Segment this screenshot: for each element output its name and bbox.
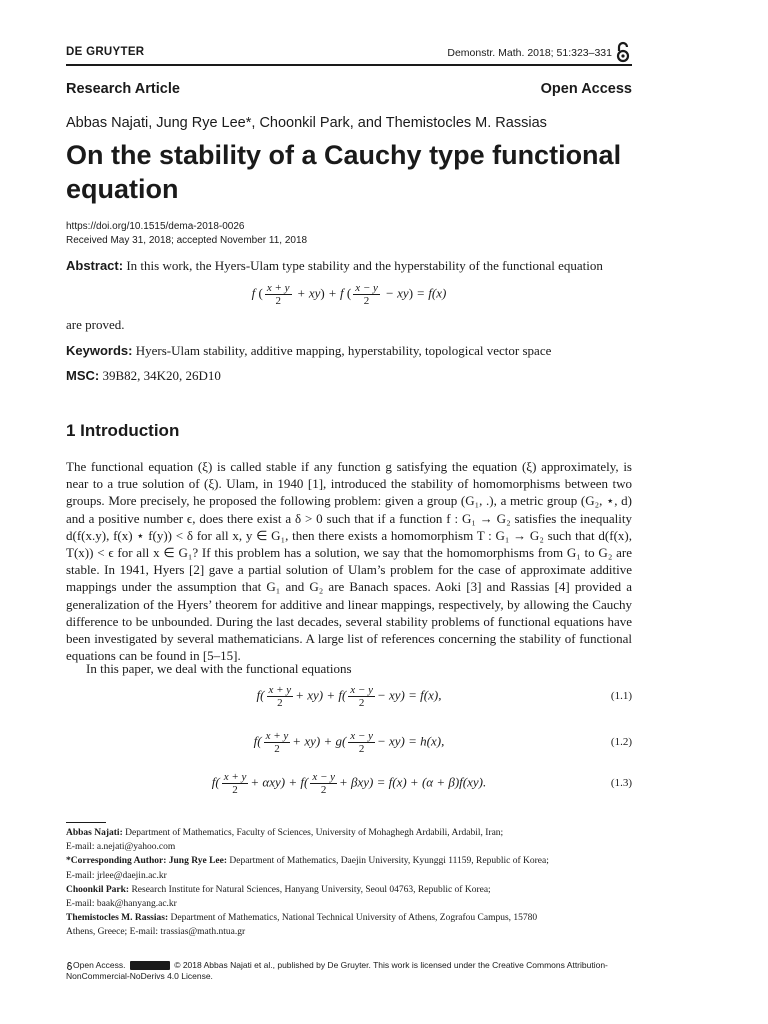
publisher-name: DE GRUYTER: [66, 46, 145, 58]
footnote-rule: [66, 822, 106, 823]
abstract-text: In this work, the Hyers-Ulam type stability and the hyperstability of the functional equation: [126, 258, 603, 273]
footnote-line: *Corresponding Author: Jung Rye Lee: Department of Mathematics, Daejin University, Kyunggi 11159, Republic of Korea;: [66, 856, 549, 867]
equation-1-1: f( $\frac{x + y}{2}$ + xy) + f( $\frac{x - y}{2}$ − xy) = f(x),: [256, 684, 442, 709]
equation-1-2: f( $\frac{x + y}{2}$ + xy) + g( $\frac{x - y}{2}$ − xy) = h(x),: [253, 730, 445, 755]
cc-license-badge-icon[interactable]: [130, 961, 170, 970]
authors: Abbas Najati, Jung Rye Lee*, Choonkil Park, and Themistocles M. Rassias: [66, 115, 547, 131]
paper-title: On the stability of a Cauchy type functional equation: [66, 140, 622, 204]
equation-number-1-3: (1.3): [610, 777, 632, 789]
footnote-line: Abbas Najati: Department of Mathematics, Faculty of Sciences, University of Mohaghegh Ardabili, Ardabil, Iran;: [66, 828, 504, 838]
section-heading: 1 Introduction: [66, 421, 180, 440]
footnote-line: E-mail: jrlee@daejin.ac.kr: [66, 870, 167, 881]
intro-paragraph: The functional equation (ξ) is called stable if any function g satisfying the equation (ξ) approximately, is near to a true solution of (ξ). Ulam, in 1940 [1], introduced the stability of homomorphisms between two groups. More precisely, he proposed the following problem: given a group (G₁, .), a metric group (G₂, ⋆, d) and a positive number ϵ, does there exist a δ > 0 such that if a function f : G₁ → G₂ satisfies the inequality d(f(x.y), f(x) ⋆ f(y)) < δ for all x, y ∈ G₁, then there exists a homomorphism T : G₁ → G₂ such that d(f(x), T(x)) < ϵ for all x ∈ G₁? If this problem has a solution, we say that the homomorphisms from G₁ to G₂ are stable. In 1941, Hyers [2] gave a partial solution of Ulam’s problem for the case of approximate additive mappings under the assumption that G₁ and G₂ are Banach spaces. Aoki [3] and Rassias [4] provided a generalization of the Hyers’ theorem for additive and linear mappings, respectively, by allowing the Cauchy difference to be unbounded. During the last decades, several stability problems of functional equations have been investigated by several mathematicians. A large list of references concerning the stability of functional equations can be found in [5–15].: [66, 459, 632, 664]
intro-paragraph-2: In this paper, we deal with the functional equations: [86, 661, 352, 676]
msc: [66, 367, 632, 384]
equation-1-3: f( $\frac{x + y}{2}$ + αxy) + f( $\frac{x - y}{2}$ + βxy) = f(x) + (α + β)f(xy).: [211, 771, 487, 796]
abstract-label: Abstract:: [66, 258, 124, 273]
open-access-icon: [614, 41, 632, 63]
doi-link[interactable]: https://doi.org/10.1515/dema-2018-0026: [66, 221, 245, 232]
footnote-line: Themistocles M. Rassias: Department of Mathematics, National Technical University of Athens, Zografou Campus, 15780: [66, 913, 538, 924]
header-rule: [66, 64, 632, 66]
footnote-line: E-mail: a.nejati@yahoo.com: [66, 842, 176, 853]
license-notice: [66, 960, 632, 982]
open-access-label: Open Access: [540, 81, 632, 97]
received-dates: Received May 31, 2018; accepted November 11, 2018: [66, 235, 308, 246]
article-type: Research Article: [66, 81, 180, 97]
journal-citation: Demonstr. Math. 2018; 51:323–331: [447, 47, 612, 59]
footnotes: [66, 826, 632, 940]
equation-number-1-1: (1.1): [610, 690, 632, 702]
footnote-line: Athens, Greece; E-mail: trassias@math.ntua.gr: [66, 927, 246, 938]
keywords-label: Keywords:: [66, 343, 133, 358]
keywords: [66, 342, 632, 359]
keywords-text: Hyers-Ulam stability, additive mapping, hyperstability, topological vector space: [135, 343, 552, 358]
footnote-line: Choonkil Park: Research Institute for Natural Sciences, Hanyang University, Seoul 04763, Republic of Korea;: [66, 884, 491, 895]
abstract-equation: f ( $\frac{x + y}{2}$ + xy) + f ( $\frac{x - y}{2}$ − xy) = f(x): [251, 282, 447, 307]
msc-text: 39B82, 34K20, 26D10: [102, 368, 221, 383]
msc-label: MSC:: [66, 368, 100, 383]
equation-number-1-2: (1.2): [610, 736, 632, 748]
license-text: © 2018 Abbas Najati et al., published by De Gruyter. This work is licensed under the Creative Commons Attribution-NonCommercial-NoDerivs 4.0 License.: [66, 960, 608, 981]
abstract-after: are proved.: [66, 317, 125, 332]
license-oa-label: Open Access.: [73, 960, 126, 970]
footnote-line: E-mail: baak@hanyang.ac.kr: [66, 899, 177, 910]
open-access-small-icon: [66, 961, 73, 971]
abstract: [66, 257, 632, 274]
